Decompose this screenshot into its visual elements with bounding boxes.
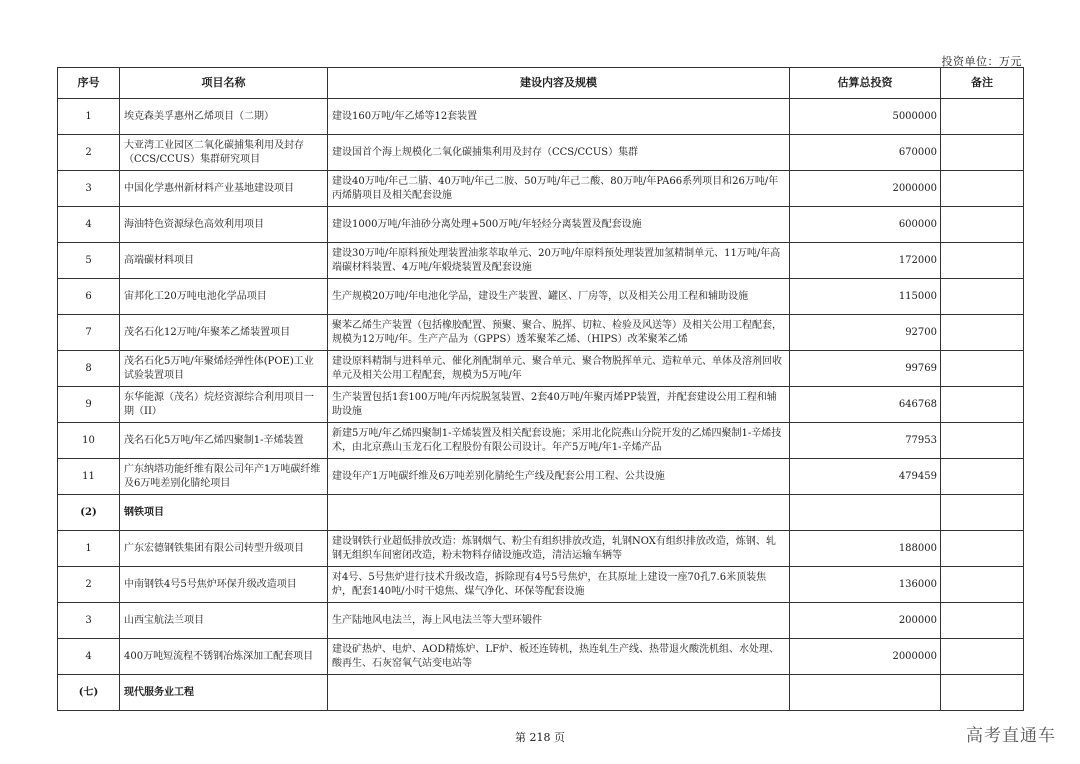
cell-content: 对4号、5号焦炉进行技术升级改造，拆除现有4号5号焦炉，在其原址上建设一座70孔7.6米顶装焦炉，配套140吨/小时干熄焦、煤气净化、环保等配套设施 — [328, 567, 790, 603]
cell-project-name: 广东纳塔功能纤维有限公司年产1万吨碳纤维及6万吨差别化腈纶项目 — [120, 459, 328, 495]
column-header-name: 项目名称 — [120, 68, 328, 99]
table-row — [58, 639, 1024, 675]
cell-amount: 92700 — [790, 315, 941, 351]
cell-note — [941, 423, 1024, 459]
cell-amount — [790, 675, 941, 711]
table-row — [58, 603, 1024, 639]
cell-seq: 3 — [58, 603, 120, 639]
cell-project-name: 钢铁项目 — [120, 495, 328, 531]
column-header-note: 备注 — [941, 68, 1024, 99]
table-header-row — [58, 68, 1024, 99]
cell-amount: 670000 — [790, 135, 941, 171]
cell-project-name: 海油特色资源绿色高效利用项目 — [120, 207, 328, 243]
table-row — [58, 243, 1024, 279]
cell-seq: 1 — [58, 99, 120, 135]
cell-note — [941, 459, 1024, 495]
cell-content: 新建5万吨/年乙烯四聚制1-辛烯装置及相关配套设施；采用北化院燕山分院开发的乙烯四聚制1-辛烯技术，由北京燕山玉龙石化工程股份有限公司设计。年产5万吨/年1-辛烯产品 — [328, 423, 790, 459]
cell-project-name: 400万吨短流程不锈钢冶炼深加工配套项目 — [120, 639, 328, 675]
cell-project-name: 宙邦化工20万吨电池化学品项目 — [120, 279, 328, 315]
cell-content: 生产规模20万吨/年电池化学品，建设生产装置、罐区、厂房等，以及相关公用工程和辅助设施 — [328, 279, 790, 315]
column-header-seq: 序号 — [58, 68, 120, 99]
cell-project-name: 中国化学惠州新材料产业基地建设项目 — [120, 171, 328, 207]
cell-seq: 3 — [58, 171, 120, 207]
cell-content: 建设原料精制与进料单元、催化剂配制单元、聚合单元、聚合物脱挥单元、造粒单元、单体及溶剂回收单元及相关公用工程配套，规模为5万吨/年 — [328, 351, 790, 387]
cell-content: 建设160万吨/年乙烯等12套装置 — [328, 99, 790, 135]
cell-content: 建设1000万吨/年油砂分离处理+500万吨/年轻烃分离装置及配套设施 — [328, 207, 790, 243]
section-row — [58, 495, 1024, 531]
table-row — [58, 387, 1024, 423]
project-table — [57, 67, 1024, 711]
cell-note — [941, 567, 1024, 603]
table-row — [58, 315, 1024, 351]
table-row — [58, 567, 1024, 603]
cell-seq: (七) — [58, 675, 120, 711]
cell-seq: 5 — [58, 243, 120, 279]
table-row — [58, 171, 1024, 207]
cell-project-name: 高端碳材料项目 — [120, 243, 328, 279]
cell-project-name: 埃克森美孚惠州乙烯项目（二期） — [120, 99, 328, 135]
cell-content: 聚苯乙烯生产装置（包括橡胶配置、预聚、聚合、脱挥、切粒、检验及风送等）及相关公用工程配套，规模为12万吨/年。生产产品为（GPPS）透苯聚苯乙烯、（HIPS）改苯聚苯乙烯 — [328, 315, 790, 351]
cell-note — [941, 603, 1024, 639]
cell-seq: 1 — [58, 531, 120, 567]
cell-seq: 2 — [58, 135, 120, 171]
table-row — [58, 459, 1024, 495]
cell-seq: 6 — [58, 279, 120, 315]
cell-project-name: 山西宝航法兰项目 — [120, 603, 328, 639]
cell-seq: (2) — [58, 495, 120, 531]
cell-amount: 479459 — [790, 459, 941, 495]
cell-amount: 2000000 — [790, 171, 941, 207]
cell-amount: 188000 — [790, 531, 941, 567]
cell-note — [941, 243, 1024, 279]
cell-note — [941, 495, 1024, 531]
table-row — [58, 207, 1024, 243]
table-row — [58, 351, 1024, 387]
cell-amount — [790, 495, 941, 531]
cell-seq: 4 — [58, 207, 120, 243]
cell-project-name: 茂名石化5万吨/年乙烯四聚制1-辛烯装置 — [120, 423, 328, 459]
cell-content: 建设矿热炉、电炉、AOD精炼炉、LF炉、板还连铸机，热连轧生产线、热带退火酸洗机组、水处理、酸再生、石灰窑氧气站变电站等 — [328, 639, 790, 675]
cell-amount: 200000 — [790, 603, 941, 639]
column-header-content: 建设内容及规模 — [328, 68, 790, 99]
cell-seq: 10 — [58, 423, 120, 459]
cell-seq: 11 — [58, 459, 120, 495]
table-row — [58, 279, 1024, 315]
cell-note — [941, 315, 1024, 351]
cell-amount: 115000 — [790, 279, 941, 315]
cell-content: 建设年产1万吨碳纤维及6万吨差别化腈纶生产线及配套公用工程、公共设施 — [328, 459, 790, 495]
cell-project-name: 茂名石化12万吨/年聚苯乙烯装置项目 — [120, 315, 328, 351]
cell-project-name: 茂名石化5万吨/年聚烯烃弹性体(POE)工业试验装置项目 — [120, 351, 328, 387]
cell-project-name: 大亚湾工业园区二氧化碳捕集利用及封存（CCS/CCUS）集群研究项目 — [120, 135, 328, 171]
cell-seq: 8 — [58, 351, 120, 387]
table-row — [58, 99, 1024, 135]
cell-project-name: 中南钢铁4号5号焦炉环保升级改造项目 — [120, 567, 328, 603]
cell-content: 建设40万吨/年己二腈、40万吨/年己二胺、50万吨/年己二酸、80万吨/年PA66系列项目和26万吨/年丙烯腈项目及相关配套设施 — [328, 171, 790, 207]
cell-content: 建设国首个海上规模化二氧化碳捕集利用及封存（CCS/CCUS）集群 — [328, 135, 790, 171]
cell-amount: 99769 — [790, 351, 941, 387]
cell-amount: 2000000 — [790, 639, 941, 675]
cell-note — [941, 531, 1024, 567]
cell-note — [941, 279, 1024, 315]
cell-note — [941, 639, 1024, 675]
cell-amount: 600000 — [790, 207, 941, 243]
investment-unit-note: 投资单位：万元 — [941, 55, 1022, 68]
cell-seq: 4 — [58, 639, 120, 675]
cell-amount: 172000 — [790, 243, 941, 279]
cell-note — [941, 207, 1024, 243]
cell-content: 建设30万吨/年原料预处理装置油浆萃取单元、20万吨/年原料预处理装置加氢精制单元、11万吨/年高端碳材料装置、4万吨/年煅烧装置及配套设施 — [328, 243, 790, 279]
cell-amount: 646768 — [790, 387, 941, 423]
cell-seq: 9 — [58, 387, 120, 423]
cell-note — [941, 171, 1024, 207]
watermark-text: 高考直通车 — [966, 726, 1056, 746]
cell-note — [941, 351, 1024, 387]
table-row — [58, 531, 1024, 567]
cell-project-name: 广东宏德钢铁集团有限公司转型升级项目 — [120, 531, 328, 567]
cell-amount: 77953 — [790, 423, 941, 459]
cell-seq: 7 — [58, 315, 120, 351]
cell-content: 生产装置包括1套100万吨/年丙烷脱氢装置、2套40万吨/年聚丙烯PP装置，并配套建设公用工程和辅助设施 — [328, 387, 790, 423]
cell-seq: 2 — [58, 567, 120, 603]
cell-amount: 5000000 — [790, 99, 941, 135]
column-header-amount: 估算总投资 — [790, 68, 941, 99]
cell-note — [941, 135, 1024, 171]
cell-project-name: 东华能源（茂名）烷烃资源综合利用项目一期（II） — [120, 387, 328, 423]
cell-note — [941, 99, 1024, 135]
section-row — [58, 675, 1024, 711]
page-number: 第 218 页 — [515, 731, 565, 744]
cell-content: 生产陆地风电法兰，海上风电法兰等大型环锻件 — [328, 603, 790, 639]
table-row — [58, 135, 1024, 171]
cell-note — [941, 387, 1024, 423]
cell-content — [328, 495, 790, 531]
cell-note — [941, 675, 1024, 711]
cell-project-name: 现代服务业工程 — [120, 675, 328, 711]
cell-content — [328, 675, 790, 711]
cell-amount: 136000 — [790, 567, 941, 603]
cell-content: 建设钢铁行业超低排放改造：炼钢烟气、粉尘有组织排放改造，轧钢NOX有组织排放改造，炼钢、轧钢无组织车间密闭改造，粉末物料存储设施改造，清洁运输车辆等 — [328, 531, 790, 567]
table-row — [58, 423, 1024, 459]
